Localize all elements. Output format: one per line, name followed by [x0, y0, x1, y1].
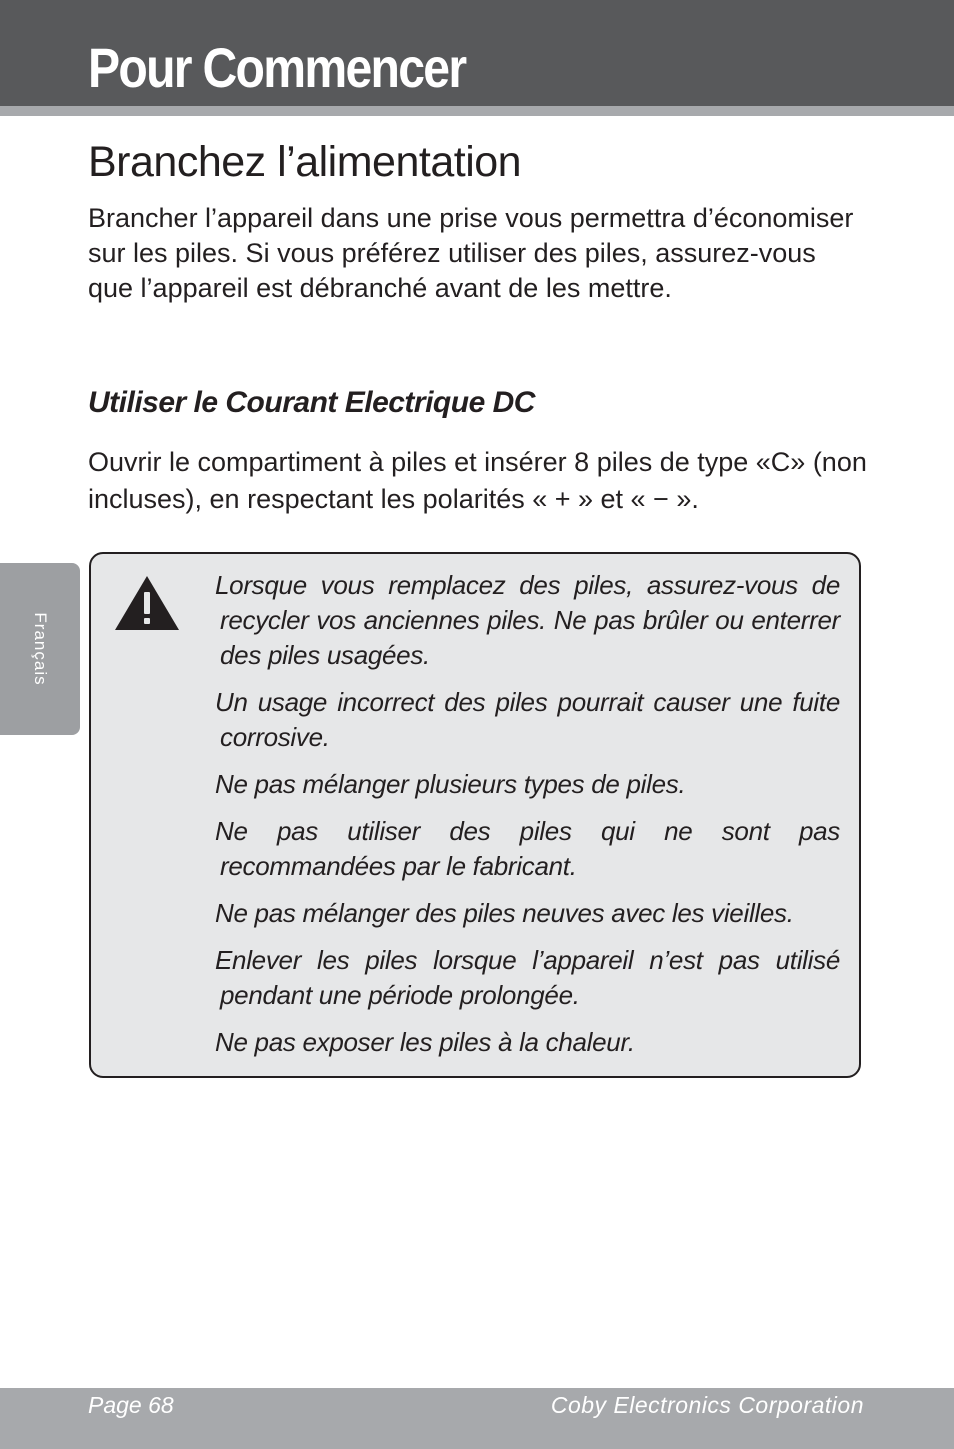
warning-item: Ne pas exposer les piles à la chaleur.: [215, 1027, 635, 1057]
warning-item: Lorsque vous remplacez des piles, assurez-vous de recycler vos anciennes piles. Ne pas brûler ou enterrer des piles usagées.: [215, 570, 840, 670]
warning-item: Enlever les piles lorsque l’appareil n’est pas utilisé pendant une période prolongée.: [215, 945, 840, 1010]
section-title: Branchez l’alimentation: [88, 138, 522, 186]
warning-box: [89, 552, 861, 1078]
page-number: Page 68: [88, 1392, 174, 1418]
language-side-tab: [0, 563, 80, 735]
warning-item: Un usage incorrect des piles pourrait causer une fuite corrosive.: [215, 687, 840, 752]
warning-item: Ne pas mélanger plusieurs types de piles.: [215, 769, 686, 799]
language-tab-label: Français: [31, 612, 50, 686]
company-name: Coby Electronics Corporation: [550, 1392, 864, 1418]
warning-item: Ne pas utiliser des piles qui ne sont pas recommandées par le fabricant.: [215, 816, 840, 881]
warning-item: Ne pas mélanger des piles neuves avec les vieilles.: [215, 898, 794, 928]
intro-paragraph: Brancher l’appareil dans une prise vous permettra d’économiser sur les piles. Si vous préférez utiliser des piles, assurez-vous que l’appareil est débranché avant de les mettre.: [88, 203, 854, 303]
subsection-title: Utiliser le Courant Electrique DC: [88, 386, 535, 419]
chapter-title: Pour Commencer: [88, 36, 466, 99]
header-rule: [0, 106, 954, 116]
instructions-paragraph: Ouvrir le compartiment à piles et insérer 8 piles de type «C» (non incluses), en respectant les polarités « + » et « − ».: [88, 447, 867, 514]
warning-triangle-icon: [113, 574, 181, 632]
warning-list: [215, 568, 840, 1072]
